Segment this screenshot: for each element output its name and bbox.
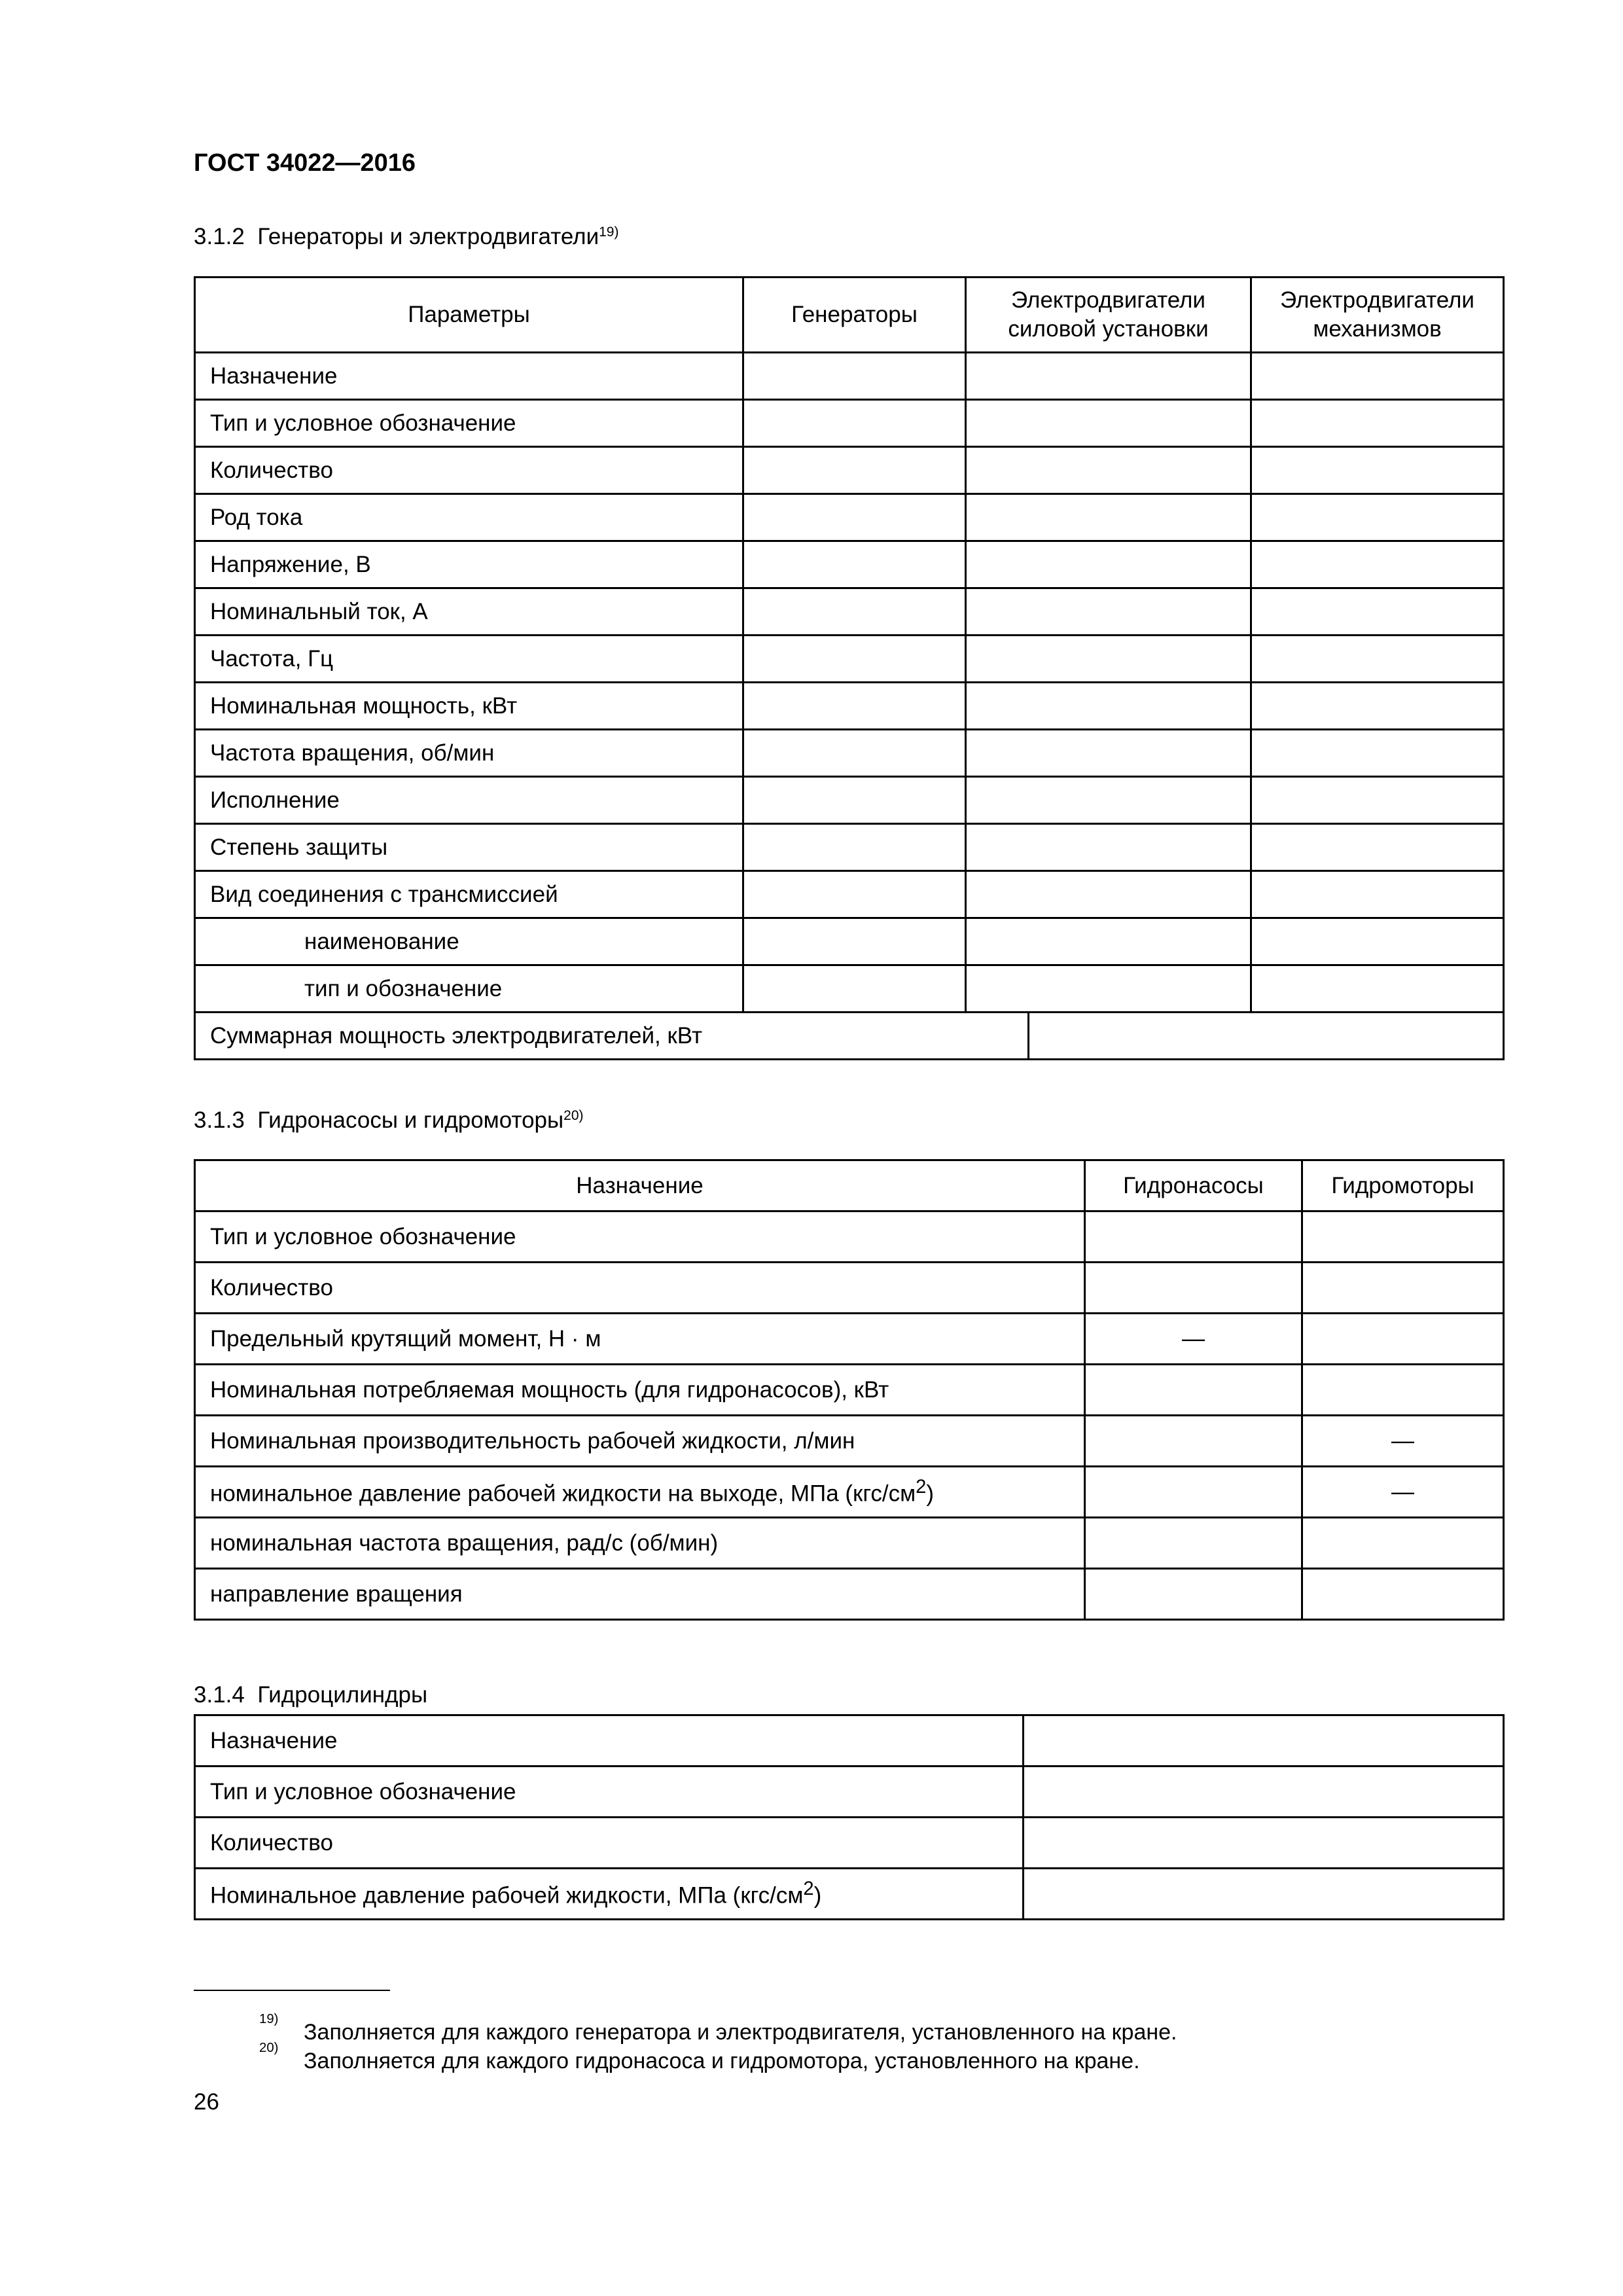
- footnote: [259, 2041, 1140, 2074]
- table-row: [195, 1314, 1504, 1365]
- value-cell: [1024, 1715, 1504, 1767]
- table-row: [195, 400, 1504, 447]
- pumps-cell: [1085, 1518, 1302, 1569]
- document-title: ГОСТ 34022—2016: [194, 149, 416, 177]
- hydromotors-cell: —: [1302, 1467, 1504, 1518]
- table-row: [195, 871, 1504, 918]
- hydromotors-cell: [1302, 1569, 1504, 1620]
- table-row: [195, 1869, 1504, 1920]
- table-row: [195, 1518, 1504, 1569]
- footnote: [259, 2012, 1177, 2045]
- section-number: 3.1.3: [194, 1107, 245, 1133]
- table-total-row: [195, 1013, 1504, 1060]
- footnote-text: Заполняется для каждого генератора и электродвигателя, установленного на кране.: [304, 2020, 1177, 2045]
- pumps-cell: [1085, 1416, 1302, 1467]
- generators-motors-table: [194, 276, 1505, 1060]
- header-motors-mechanisms: [1251, 278, 1504, 353]
- row-label: [195, 1416, 1085, 1467]
- row-label: [195, 1569, 1085, 1620]
- header-line: Электродвигатели: [1280, 287, 1474, 314]
- section-title: Генераторы и электродвигатели: [257, 224, 599, 249]
- pumps-cell: [1085, 1263, 1302, 1314]
- value-cell: [1024, 1767, 1504, 1818]
- hydraulic-cylinders-table: [194, 1714, 1505, 1920]
- motors-mechanisms-cell: [1251, 541, 1504, 588]
- table-row: [195, 730, 1504, 777]
- motors-mechanisms-cell: [1251, 824, 1504, 871]
- section-title: Гидроцилиндры: [257, 1682, 428, 1708]
- motors-mechanisms-cell: [1251, 965, 1504, 1013]
- value-cell: [1024, 1818, 1504, 1869]
- pumps-cell: [1085, 1467, 1302, 1518]
- table-row: [195, 494, 1504, 541]
- table-row: [195, 1467, 1504, 1518]
- motors-power-cell: [966, 588, 1251, 636]
- table-row: [195, 1416, 1504, 1467]
- page-number: 26: [194, 2089, 219, 2115]
- generators-cell: [743, 777, 966, 824]
- footnote-number: 19): [259, 2012, 279, 2026]
- row-label: Номинальный ток, А: [195, 588, 743, 636]
- generators-cell: [743, 918, 966, 965]
- header-line: силовой установки: [1008, 316, 1209, 342]
- motors-power-cell: [966, 871, 1251, 918]
- table-row: [195, 918, 1504, 965]
- motors-power-cell: [966, 777, 1251, 824]
- table-row: [195, 777, 1504, 824]
- header-generators: Генераторы: [743, 278, 966, 353]
- motors-mechanisms-cell: [1251, 494, 1504, 541]
- header-params: Параметры: [195, 278, 743, 353]
- superscript: 2: [916, 1477, 927, 1498]
- section-number: 3.1.4: [194, 1682, 245, 1708]
- row-label: [195, 1467, 1085, 1518]
- table-row: [195, 1818, 1504, 1869]
- row-label: [195, 1365, 1085, 1416]
- motors-mechanisms-cell: [1251, 447, 1504, 494]
- row-label: [195, 1818, 1024, 1869]
- table-row: [195, 1365, 1504, 1416]
- section-3-1-4-heading: [194, 1682, 427, 1708]
- row-label: [195, 1869, 1024, 1920]
- hydromotors-cell: [1302, 1365, 1504, 1416]
- footnote-divider: [194, 1990, 390, 1991]
- generators-cell: [743, 730, 966, 777]
- row-label-text: Тип и условное обозначение: [210, 1778, 516, 1804]
- row-label-text: Количество: [210, 1829, 333, 1856]
- row-label: Номинальная мощность, кВт: [195, 683, 743, 730]
- section-3-1-2-heading: [194, 224, 618, 250]
- header-purpose: Назначение: [195, 1160, 1085, 1211]
- motors-mechanisms-cell: [1251, 588, 1504, 636]
- motors-power-cell: [966, 447, 1251, 494]
- generators-cell: [743, 965, 966, 1013]
- row-label-text: Количество: [210, 1274, 333, 1300]
- motors-mechanisms-cell: [1251, 730, 1504, 777]
- generators-cell: [743, 541, 966, 588]
- row-label: [195, 1314, 1085, 1365]
- row-label-text: номинальная частота вращения, рад/с (об/мин): [210, 1530, 719, 1556]
- motors-power-cell: [966, 353, 1251, 400]
- motors-power-cell: [966, 541, 1251, 588]
- section-title: Гидронасосы и гидромоторы: [257, 1107, 564, 1133]
- row-label-end: ): [926, 1480, 935, 1507]
- generators-cell: [743, 636, 966, 683]
- table-row: [195, 541, 1504, 588]
- row-label: [195, 1767, 1024, 1818]
- pumps-cell: [1085, 1211, 1302, 1263]
- motors-power-cell: [966, 683, 1251, 730]
- generators-cell: [743, 683, 966, 730]
- row-label: Назначение: [195, 353, 743, 400]
- motors-mechanisms-cell: [1251, 353, 1504, 400]
- pumps-cell: —: [1085, 1314, 1302, 1365]
- hydraulic-pumps-motors-table: [194, 1159, 1505, 1621]
- header-motors-power: [966, 278, 1251, 353]
- footnote-ref: 19): [599, 224, 619, 240]
- row-label-text: Тип и условное обозначение: [210, 1223, 516, 1249]
- motors-mechanisms-cell: [1251, 918, 1504, 965]
- table-row: [195, 824, 1504, 871]
- table-row: [195, 1569, 1504, 1620]
- row-label-text: Предельный крутящий момент, Н · м: [210, 1325, 601, 1352]
- table-row: [195, 636, 1504, 683]
- pumps-cell: [1085, 1569, 1302, 1620]
- generators-cell: [743, 824, 966, 871]
- motors-mechanisms-cell: [1251, 636, 1504, 683]
- motors-power-cell: [966, 730, 1251, 777]
- row-label: тип и обозначение: [195, 965, 743, 1013]
- table-row: [195, 965, 1504, 1013]
- hydromotors-cell: [1302, 1263, 1504, 1314]
- row-label: наименование: [195, 918, 743, 965]
- row-label-text: Номинальная производительность рабочей жидкости, л/мин: [210, 1427, 855, 1454]
- table-row: [195, 353, 1504, 400]
- row-label: Степень защиты: [195, 824, 743, 871]
- hydromotors-cell: [1302, 1518, 1504, 1569]
- hydromotors-cell: [1302, 1211, 1504, 1263]
- table-header-row: [195, 278, 1504, 353]
- table-row: [195, 447, 1504, 494]
- row-label: Вид соединения с трансмиссией: [195, 871, 743, 918]
- row-label: Напряжение, В: [195, 541, 743, 588]
- motors-mechanisms-cell: [1251, 400, 1504, 447]
- superscript: 2: [803, 1878, 814, 1900]
- row-label: [195, 1518, 1085, 1569]
- hydromotors-cell: —: [1302, 1416, 1504, 1467]
- table-row: [195, 1263, 1504, 1314]
- value-cell: [1024, 1869, 1504, 1920]
- motors-power-cell: [966, 965, 1251, 1013]
- total-power-value: [1029, 1013, 1504, 1060]
- generators-cell: [743, 447, 966, 494]
- row-label: [195, 1263, 1085, 1314]
- motors-power-cell: [966, 400, 1251, 447]
- section-number: 3.1.2: [194, 224, 245, 249]
- row-label-text: номинальное давление рабочей жидкости на выходе, МПа (кгс/см: [210, 1480, 916, 1507]
- row-label: [195, 1211, 1085, 1263]
- row-label: Исполнение: [195, 777, 743, 824]
- hydromotors-cell: [1302, 1314, 1504, 1365]
- row-label-text: Номинальное давление рабочей жидкости, МПа (кгс/см: [210, 1882, 804, 1909]
- row-label-text: Номинальная потребляемая мощность (для гидронасосов), кВт: [210, 1376, 889, 1403]
- generators-cell: [743, 353, 966, 400]
- row-label-text: направление вращения: [210, 1581, 463, 1607]
- generators-cell: [743, 494, 966, 541]
- motors-mechanisms-cell: [1251, 871, 1504, 918]
- table-row: [195, 1715, 1504, 1767]
- section-3-1-3-heading: [194, 1107, 584, 1134]
- table-row: [195, 1211, 1504, 1263]
- motors-power-cell: [966, 918, 1251, 965]
- row-label: Частота, Гц: [195, 636, 743, 683]
- motors-power-cell: [966, 824, 1251, 871]
- motors-mechanisms-cell: [1251, 777, 1504, 824]
- generators-cell: [743, 400, 966, 447]
- total-power-label: Суммарная мощность электродвигателей, кВт: [195, 1013, 1029, 1060]
- table-header-row: [195, 1160, 1504, 1211]
- header-line: Электродвигатели: [1011, 287, 1205, 314]
- pumps-cell: [1085, 1365, 1302, 1416]
- footnote-ref: 20): [563, 1108, 584, 1124]
- row-label-end: ): [813, 1882, 822, 1909]
- row-label-text: Назначение: [210, 1727, 338, 1753]
- footnote-text: Заполняется для каждого гидронасоса и гидромотора, установленного на кране.: [304, 2049, 1140, 2073]
- generators-cell: [743, 871, 966, 918]
- table-row: [195, 1767, 1504, 1818]
- header-pumps: Гидронасосы: [1085, 1160, 1302, 1211]
- generators-cell: [743, 588, 966, 636]
- row-label: Тип и условное обозначение: [195, 400, 743, 447]
- header-hydromotors: Гидромоторы: [1302, 1160, 1504, 1211]
- table-row: [195, 683, 1504, 730]
- row-label: Количество: [195, 447, 743, 494]
- row-label: Частота вращения, об/мин: [195, 730, 743, 777]
- motors-mechanisms-cell: [1251, 683, 1504, 730]
- motors-power-cell: [966, 494, 1251, 541]
- row-label: Род тока: [195, 494, 743, 541]
- footnote-number: 20): [259, 2041, 279, 2055]
- motors-power-cell: [966, 636, 1251, 683]
- table-row: [195, 588, 1504, 636]
- row-label: [195, 1715, 1024, 1767]
- header-line: механизмов: [1313, 316, 1442, 342]
